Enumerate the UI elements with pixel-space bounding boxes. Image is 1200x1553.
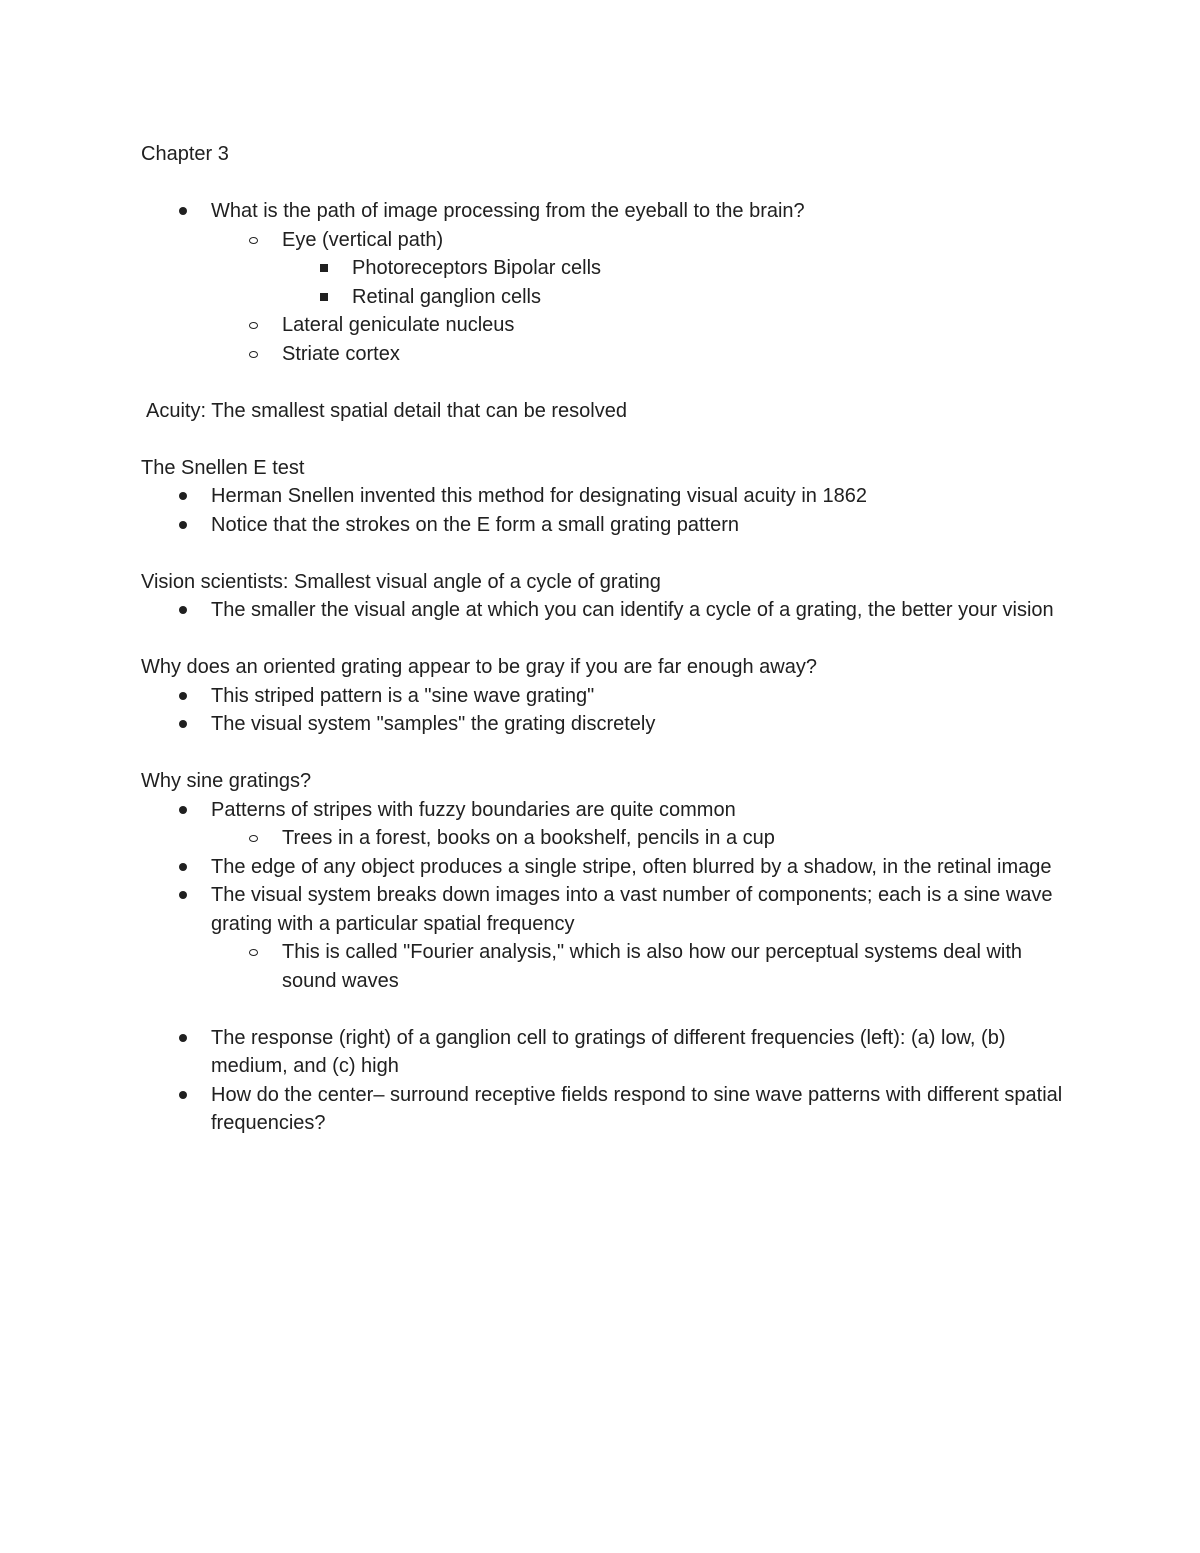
list-item — [141, 938, 1071, 995]
sine-heading: Why sine gratings? — [141, 770, 312, 792]
bullet-disc-icon — [179, 891, 187, 899]
document-body — [141, 140, 1071, 1138]
list-item — [141, 596, 1071, 625]
list-item-text: How do the center– surround receptive fields respond to sine wave patterns with different spatial frequencies? — [211, 1083, 1063, 1134]
list-item-text: This is called "Fourier analysis," which is also how our perceptual systems deal with sound waves — [282, 941, 1023, 992]
list-item-text: The visual system breaks down images into a vast number of components; each is a sine wave grating with a particular spatial frequency — [211, 884, 1053, 935]
bullet-square-icon — [320, 264, 328, 272]
spacer — [141, 169, 1071, 198]
list-item — [141, 796, 1071, 825]
response-list — [141, 1024, 1071, 1138]
list-item-text: This striped pattern is a "sine wave grating" — [211, 684, 595, 707]
list-item-text: The response (right) of a ganglion cell to gratings of different frequencies (left): (a) low, (b) medium, and (c) high — [211, 1026, 1006, 1077]
list-item-text: Eye (vertical path) — [282, 228, 444, 251]
list-item — [141, 1081, 1071, 1138]
list-item — [141, 482, 1071, 511]
bullet-disc-icon — [179, 692, 187, 700]
list-item — [141, 254, 1071, 283]
list-item-text: Patterns of stripes with fuzzy boundaries are quite common — [211, 798, 736, 821]
bullet-circle-icon — [249, 237, 258, 244]
spacer — [141, 625, 1071, 654]
bullet-disc-icon — [179, 806, 187, 814]
list-item-text: Retinal ganglion cells — [352, 285, 542, 308]
list-item — [141, 1024, 1071, 1081]
path-list — [141, 197, 1071, 368]
list-item-text: Striate cortex — [282, 342, 400, 365]
vision-list — [141, 596, 1071, 625]
list-item — [141, 340, 1071, 369]
list-item — [141, 682, 1071, 711]
gray-heading: Why does an oriented grating appear to be gray if you are far enough away? — [141, 656, 817, 678]
list-item-text: Lateral geniculate nucleus — [282, 314, 515, 336]
bullet-disc-icon — [179, 606, 187, 614]
list-item — [141, 853, 1071, 882]
list-item-text: The smaller the visual angle at which you can identify a cycle of a grating, the better your vision — [211, 599, 1054, 621]
list-item — [141, 710, 1071, 739]
spacer — [141, 368, 1071, 397]
bullet-disc-icon — [179, 492, 187, 500]
bullet-circle-icon — [249, 835, 258, 842]
sine-list — [141, 796, 1071, 996]
bullet-disc-icon — [179, 720, 187, 728]
spacer — [141, 425, 1071, 454]
bullet-disc-icon — [179, 521, 187, 529]
vision-heading: Vision scientists: Smallest visual angle of a cycle of grating — [141, 570, 661, 593]
list-item-text: Trees in a forest, books on a bookshelf, pencils in a cup — [282, 827, 775, 849]
bullet-square-icon — [320, 293, 328, 301]
list-item-text: The edge of any object produces a single stripe, often blurred by a shadow, in the retinal image — [211, 855, 1052, 878]
chapter-title: Chapter 3 — [141, 143, 229, 165]
list-item — [141, 226, 1071, 255]
snellen-list — [141, 482, 1071, 539]
list-item — [141, 283, 1071, 312]
list-item — [141, 824, 1071, 853]
bullet-disc-icon — [179, 207, 187, 215]
list-item-text: Notice that the strokes on the E form a small grating pattern — [211, 513, 740, 536]
list-item-text: Herman Snellen invented this method for designating visual acuity in 1862 — [211, 485, 867, 507]
list-item-text: Photoreceptors Bipolar cells — [352, 257, 602, 279]
acuity-definition: Acuity: The smallest spatial detail that can be resolved — [146, 399, 627, 422]
spacer — [141, 995, 1071, 1024]
bullet-circle-icon — [249, 351, 258, 358]
list-item — [141, 881, 1071, 938]
bullet-circle-icon — [249, 322, 258, 329]
spacer — [141, 539, 1071, 568]
gray-list — [141, 682, 1071, 739]
bullet-disc-icon — [179, 863, 187, 871]
spacer — [141, 739, 1071, 768]
snellen-heading: The Snellen E test — [141, 456, 305, 479]
list-item-text: The visual system "samples" the grating discretely — [211, 713, 656, 735]
list-item — [141, 197, 1071, 226]
list-item — [141, 311, 1071, 340]
bullet-circle-icon — [249, 949, 258, 956]
list-item — [141, 511, 1071, 540]
list-item-text: What is the path of image processing from the eyeball to the brain? — [211, 200, 805, 222]
bullet-disc-icon — [179, 1091, 187, 1099]
bullet-disc-icon — [179, 1034, 187, 1042]
